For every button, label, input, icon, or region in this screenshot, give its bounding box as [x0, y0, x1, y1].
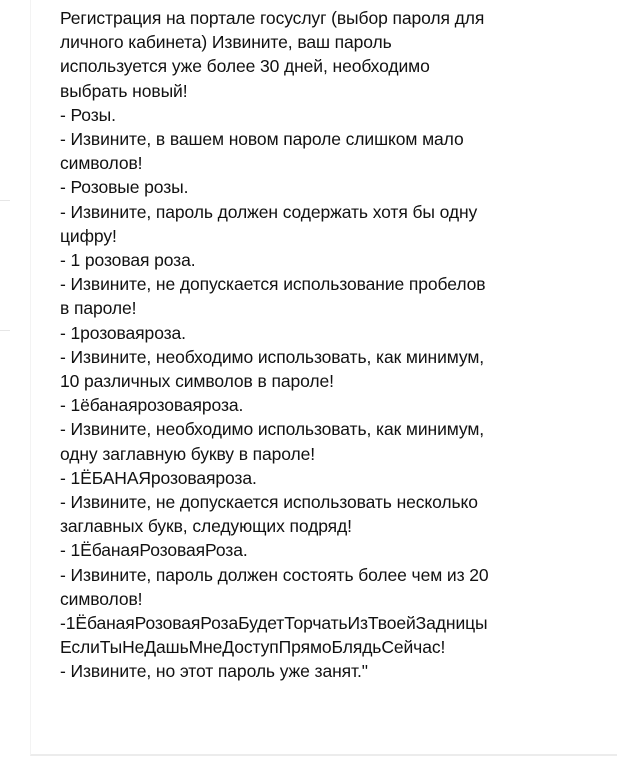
post-text-line: в пароле! — [60, 298, 137, 319]
post-text-line: - Извините, пароль должен содержать хотя бы одну — [60, 201, 478, 222]
post-text-line: - 1 розовая роза. — [60, 250, 196, 271]
post-text-line: Регистрация на портале госуслуг (выбор пароля для — [60, 8, 485, 28]
divider — [0, 330, 10, 331]
post-text-line: выбрать новый! — [60, 80, 188, 101]
post-text — [60, 6, 610, 684]
post-text-line: - Извините, пароль должен состоять более чем из 20 — [60, 564, 489, 585]
post-text-line: - Розы. — [60, 104, 116, 125]
post-text-line: - Извините, необходимо использовать, как минимум, — [60, 346, 485, 367]
post-text-line: - 1розоваяроза. — [60, 322, 186, 343]
post-text-line: - 1ЁбанаяРозоваяРоза. — [60, 540, 248, 561]
divider — [0, 200, 10, 201]
post-text-line: символов! — [60, 153, 143, 174]
post-text-line: - 1ЁБАНАЯрозоваяроза. — [60, 467, 257, 488]
post-text-line: -1ЁбанаяРозоваяРозаБудетТорчатьИзТвоейЗадницы — [60, 613, 488, 634]
post-text-line: - Извините, не допускается использование пробелов — [60, 274, 486, 295]
post-text-line: - 1ёбанаярозоваяроза. — [60, 395, 244, 416]
post-text-line: цифру! — [60, 225, 117, 246]
post-text-line: символов! — [60, 588, 143, 609]
post-text-line: - Розовые розы. — [60, 177, 189, 198]
post-text-line: ЕслиТыНеДашьМнеДоступПрямоБлядьСейчас! — [60, 637, 446, 658]
post-text-line: - Извините, не допускается использовать несколько — [60, 492, 478, 513]
post-text-line: личного кабинета) Извините, ваш пароль — [60, 32, 392, 53]
post-text-line: заглавных букв, следующих подряд! — [60, 516, 352, 537]
post-text-line: используется уже более 30 дней, необходимо — [60, 56, 430, 77]
post-text-line: - Извините, необходимо использовать, как минимум, — [60, 419, 485, 440]
post-text-line: - Извините, в вашем новом пароле слишком мало — [60, 129, 464, 150]
post-text-line: 10 различных символов в пароле! — [60, 371, 334, 392]
post-text-line: - Извините, но этот пароль уже занят." — [60, 661, 368, 682]
post-text-line: одну заглавную букву в пароле! — [60, 443, 316, 464]
